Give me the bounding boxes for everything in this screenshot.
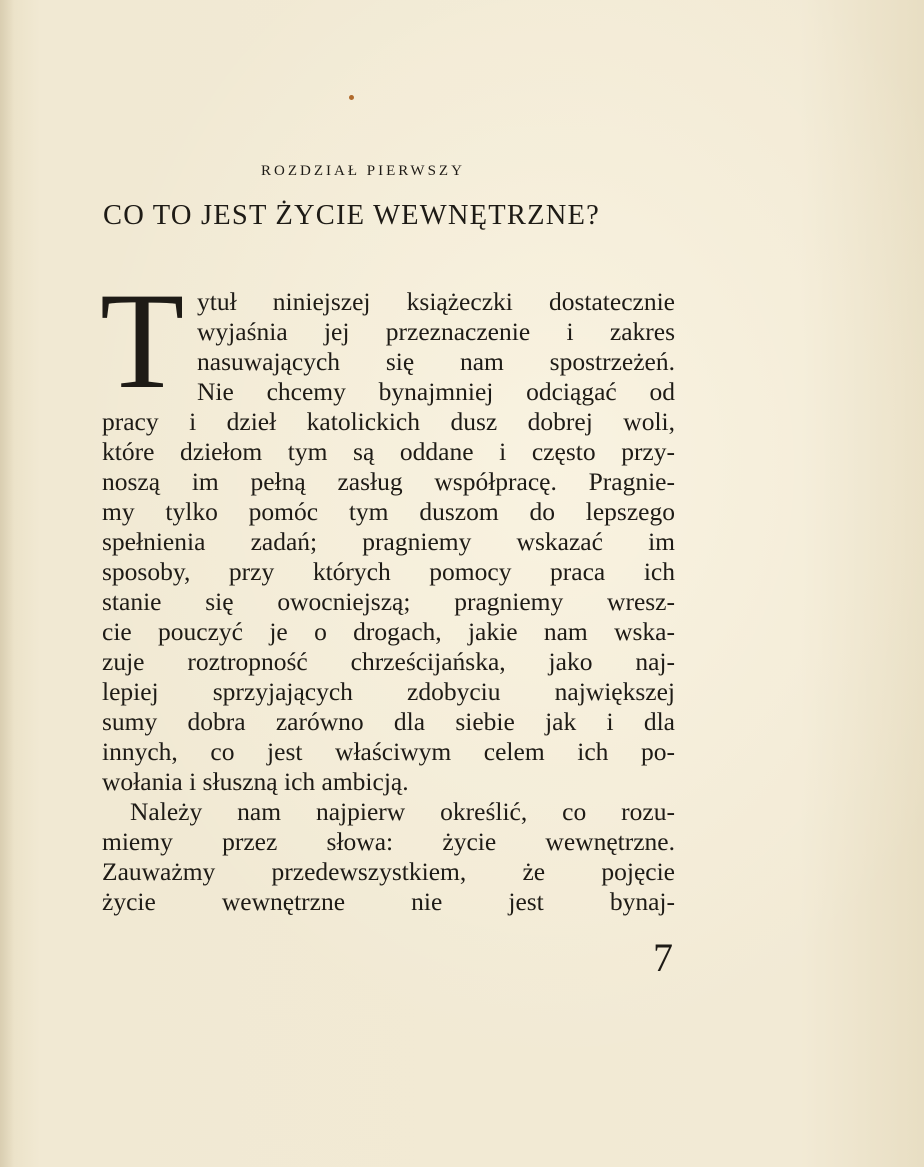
page-number: 7: [653, 935, 673, 980]
text-line: zuje roztropność chrześcijańska, jako naj-: [102, 647, 675, 676]
drop-cap: T: [100, 264, 185, 417]
text-line: pracy i dzieł katolickich dusz dobrej woli,: [102, 407, 675, 436]
text-line: noszą im pełną zasług współpracę. Pragnie-: [102, 467, 675, 496]
text-line: lepiej sprzyjających zdobyciu największej: [102, 677, 675, 706]
text-line: sposoby, przy których pomocy praca ich: [102, 557, 675, 586]
text-line: wołania i słuszną ich ambicją.: [102, 767, 409, 796]
text-line: życie wewnętrzne nie jest bynaj-: [102, 887, 675, 916]
paper-speck: [349, 95, 354, 100]
text-line: my tylko pomóc tym duszom do lepszego: [102, 497, 675, 526]
chapter-label: ROZDZIAŁ PIERWSZY: [261, 163, 465, 179]
page-edge-shadow: [0, 0, 14, 1167]
text-line: nasuwających się nam spostrzeżeń.: [197, 347, 675, 376]
text-line: innych, co jest właściwym celem ich po-: [102, 737, 675, 766]
text-line: spełnienia zadań; pragniemy wskazać im: [102, 527, 675, 556]
text-line: cie pouczyć je o drogach, jakie nam wska-: [102, 617, 675, 646]
text-line: sumy dobra zarówno dla siebie jak i dla: [102, 707, 675, 736]
text-line: Należy nam najpierw określić, co rozu-: [130, 797, 675, 826]
text-line: wyjaśnia jej przeznaczenie i zakres: [197, 317, 675, 346]
text-line: stanie się owocniejszą; pragniemy wresz-: [102, 587, 675, 616]
text-line: które dziełom tym są oddane i często przy-: [102, 437, 675, 466]
chapter-title: CO TO JEST ŻYCIE WEWNĘTRZNE?: [103, 200, 600, 231]
text-line: ytuł niniejszej książeczki dostatecznie: [197, 287, 675, 316]
text-line: miemy przez słowa: życie wewnętrzne.: [102, 827, 675, 856]
text-line: Zauważmy przedewszystkiem, że pojęcie: [102, 857, 675, 886]
text-line: Nie chcemy bynajmniej odciągać od: [197, 377, 675, 406]
